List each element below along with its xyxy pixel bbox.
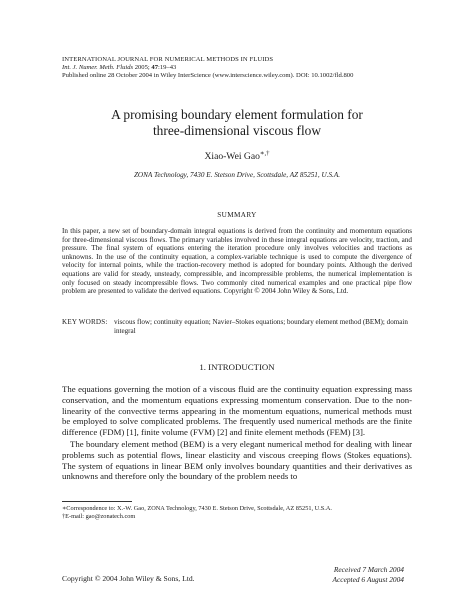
summary-heading: SUMMARY: [217, 211, 257, 219]
author-line: [60, 151, 414, 162]
citation-journal: Int. J. Numer. Meth. Fluids: [62, 64, 134, 71]
journal-citation: [62, 64, 422, 72]
abstract-text: In this paper, a new set of boundary-domain integral equations is derived from the continuity and momentum equations for three-dimensional viscous flows. The primary variables involved in these integral equations are velocity, traction, and pressure. The final system of equations entering the iteration procedure only involves velocities and tractions as unknowns. In the use of the continuity equation, a complex-variable technique is used to compute the divergence of velocity for internal points, while the traction-recovery method is adopted for boundary points. Although the derived equations are valid for steady, unsteady, compressible, and incompressible problems, the numerical implementation is only focused on steady incompressible flows. Two commonly cited numerical examples and one practical pipe flow problem are presented to validate the derived equations. Copyright © 2004 John Wiley & Sons, Ltd.: [62, 227, 412, 296]
footnotes: [62, 505, 412, 521]
published-line: Published online 28 October 2004 in Wiley InterScience (www.interscience.wiley.com). DOI: 10.1002/fld.800: [62, 72, 354, 79]
paper-title: [60, 107, 414, 139]
received-date: Received 7 March 2004: [333, 565, 404, 574]
section-heading: 1. INTRODUCTION: [199, 362, 275, 372]
keywords-label: KEY WORDS:: [62, 318, 108, 326]
citation-pages: :19–43: [157, 64, 177, 71]
title-line-2: three-dimensional viscous flow: [152, 123, 322, 138]
journal-name: INTERNATIONAL JOURNAL FOR NUMERICAL METHODS IN FLUIDS: [62, 56, 274, 63]
intro-paragraph-1: The equations governing the motion of a viscous fluid are the continuity equation expressing mass conservation, and the momentum equations expressing momentum conservation. Due to the non-linearity of the convective terms appearing in the momentum equations, numerical methods must be employed to solve complicated problems. The frequently used numerical methods are the finite difference (FDM) [1], finite volume (FVM) [2] and finite element methods (FEM) [3].: [62, 384, 412, 438]
citation-year: 2005;: [133, 64, 152, 71]
copyright-line: Copyright © 2004 John Wiley & Sons, Ltd.: [62, 574, 195, 583]
accepted-date: Accepted 6 August 2004: [332, 574, 404, 584]
intro-paragraph-2: The boundary element method (BEM) is a very elegant numerical method for dealing with linear problems such as potential flows, linear elasticity and viscous creeping flows (Stokes equations). The system of equations in linear BEM only involves boundary quantities and their derivatives as unknowns and therefore only the boundary of the problem needs to: [62, 439, 412, 482]
footnote-email: †E-mail: gao@zonatech.com: [62, 513, 136, 520]
keywords-block: [62, 318, 412, 335]
author-name: Xiao-Wei Gao: [204, 151, 260, 162]
title-line-1: A promising boundary element formulation for: [111, 107, 363, 122]
keywords-text: viscous flow; continuity equation; Navier–Stokes equations; boundary element method (BEM); domain integral: [114, 318, 408, 335]
affiliation: ZONA Technology, 7430 E. Stetson Drive, Scottsdale, AZ 85251, U.S.A.: [133, 171, 341, 179]
author-footnote-marks: ∗,†: [259, 149, 270, 157]
received-dates: [333, 565, 405, 584]
journal-header: [62, 56, 422, 80]
footnote-correspondence: ∗Correspondence to: X.-W. Gao, ZONA Technology, 7430 E. Stetson Drive, Scottsdale, AZ 85251, U.S.A.: [62, 505, 332, 512]
footnote-divider: [62, 501, 132, 502]
citation-volume: 47: [151, 64, 158, 71]
